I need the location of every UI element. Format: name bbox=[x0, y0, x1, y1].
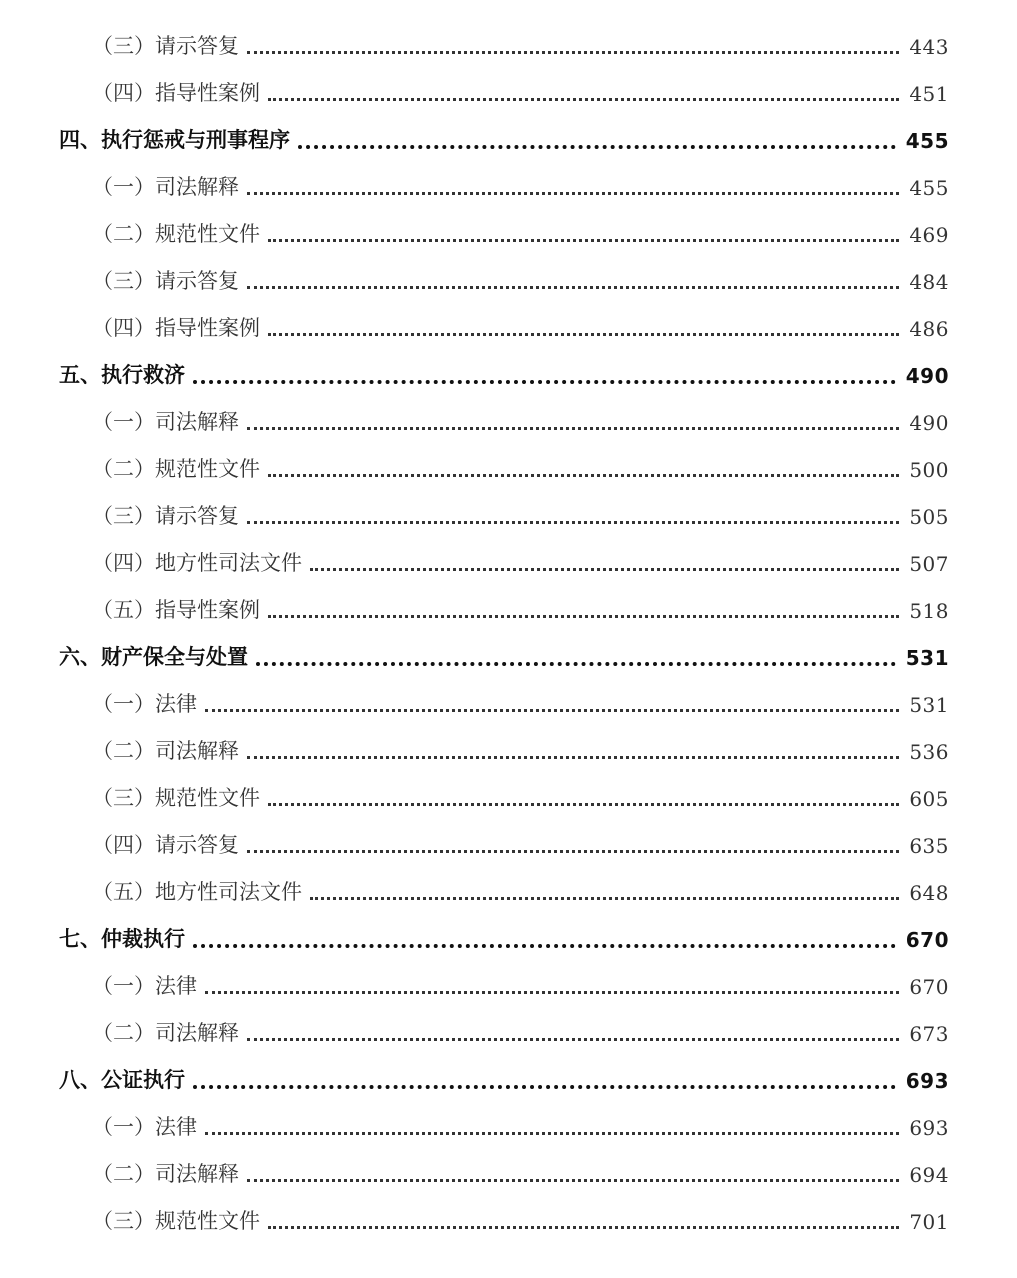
toc-entry[interactable] bbox=[0, 587, 1017, 634]
toc-dot-leader bbox=[256, 662, 896, 666]
toc-entry-title: （三）规范性文件 bbox=[92, 786, 260, 810]
toc-dot-leader bbox=[298, 145, 896, 149]
toc-section-heading[interactable] bbox=[0, 1057, 1017, 1104]
toc-dot-leader bbox=[247, 192, 899, 195]
toc-dot-leader bbox=[247, 521, 899, 524]
toc-page-number: 490 bbox=[909, 410, 949, 435]
toc-page-number: 701 bbox=[909, 1209, 949, 1234]
toc-dot-leader bbox=[268, 615, 899, 618]
toc-page-number: 484 bbox=[909, 269, 949, 294]
toc-entry-title: （四）请示答复 bbox=[92, 833, 239, 857]
toc-dot-leader bbox=[268, 239, 899, 242]
toc-dot-leader bbox=[193, 944, 896, 948]
toc-page-number: 518 bbox=[909, 598, 949, 623]
table-of-contents bbox=[0, 23, 1017, 1245]
toc-entry-title: （二）司法解释 bbox=[92, 1021, 239, 1045]
toc-page-number: 648 bbox=[909, 880, 949, 905]
toc-dot-leader bbox=[247, 427, 899, 430]
toc-page-number: 507 bbox=[909, 551, 949, 576]
toc-dot-leader bbox=[310, 568, 899, 571]
toc-entry[interactable] bbox=[0, 728, 1017, 775]
toc-page-number: 469 bbox=[909, 222, 949, 247]
toc-dot-leader bbox=[247, 756, 899, 759]
toc-page-number: 673 bbox=[909, 1021, 949, 1046]
toc-entry[interactable] bbox=[0, 305, 1017, 352]
toc-entry[interactable] bbox=[0, 1104, 1017, 1151]
toc-dot-leader bbox=[268, 98, 899, 101]
toc-dot-leader bbox=[247, 51, 899, 54]
toc-entry[interactable] bbox=[0, 70, 1017, 117]
toc-dot-leader bbox=[205, 1132, 899, 1135]
toc-entry-title: 五、执行救济 bbox=[59, 363, 185, 387]
toc-entry-title: （一）法律 bbox=[92, 692, 197, 716]
toc-page-number: 451 bbox=[909, 81, 949, 106]
toc-entry-title: （三）规范性文件 bbox=[92, 1209, 260, 1233]
toc-dot-leader bbox=[193, 380, 896, 384]
toc-page-number: 670 bbox=[905, 927, 949, 952]
toc-section-heading[interactable] bbox=[0, 352, 1017, 399]
toc-dot-leader bbox=[205, 991, 899, 994]
toc-dot-leader bbox=[247, 286, 899, 289]
toc-page-number: 694 bbox=[909, 1162, 949, 1187]
toc-entry[interactable] bbox=[0, 540, 1017, 587]
toc-page-number: 531 bbox=[909, 692, 949, 717]
toc-entry-title: 七、仲裁执行 bbox=[59, 927, 185, 951]
toc-entry[interactable] bbox=[0, 446, 1017, 493]
toc-page-number: 443 bbox=[909, 34, 949, 59]
toc-entry-title: （五）指导性案例 bbox=[92, 598, 260, 622]
toc-entry-title: （二）规范性文件 bbox=[92, 222, 260, 246]
toc-entry-title: 四、执行惩戒与刑事程序 bbox=[59, 128, 290, 152]
toc-entry[interactable] bbox=[0, 775, 1017, 822]
toc-page-number: 486 bbox=[909, 316, 949, 341]
toc-dot-leader bbox=[193, 1085, 896, 1089]
toc-entry-title: （一）法律 bbox=[92, 1115, 197, 1139]
toc-section-heading[interactable] bbox=[0, 916, 1017, 963]
toc-entry-title: （五）地方性司法文件 bbox=[92, 880, 302, 904]
toc-entry[interactable] bbox=[0, 681, 1017, 728]
toc-entry-title: （二）规范性文件 bbox=[92, 457, 260, 481]
toc-section-heading[interactable] bbox=[0, 634, 1017, 681]
toc-page-number: 536 bbox=[909, 739, 949, 764]
toc-dot-leader bbox=[205, 709, 899, 712]
toc-entry-title: 八、公证执行 bbox=[59, 1068, 185, 1092]
toc-entry[interactable] bbox=[0, 1151, 1017, 1198]
toc-entry[interactable] bbox=[0, 493, 1017, 540]
toc-entry-title: （三）请示答复 bbox=[92, 34, 239, 58]
toc-entry-title: （四）指导性案例 bbox=[92, 81, 260, 105]
toc-entry[interactable] bbox=[0, 399, 1017, 446]
toc-entry[interactable] bbox=[0, 211, 1017, 258]
toc-entry-title: （四）指导性案例 bbox=[92, 316, 260, 340]
toc-page-number: 693 bbox=[909, 1115, 949, 1140]
toc-entry-title: （一）法律 bbox=[92, 974, 197, 998]
toc-dot-leader bbox=[268, 1226, 899, 1229]
toc-dot-leader bbox=[268, 803, 899, 806]
toc-entry[interactable] bbox=[0, 1198, 1017, 1245]
toc-dot-leader bbox=[268, 474, 899, 477]
toc-page-number: 455 bbox=[905, 128, 949, 153]
toc-entry[interactable] bbox=[0, 822, 1017, 869]
toc-entry[interactable] bbox=[0, 963, 1017, 1010]
toc-dot-leader bbox=[268, 333, 899, 336]
toc-entry-title: （一）司法解释 bbox=[92, 410, 239, 434]
toc-page-number: 500 bbox=[909, 457, 949, 482]
toc-entry-title: （三）请示答复 bbox=[92, 269, 239, 293]
toc-dot-leader bbox=[247, 1038, 899, 1041]
toc-entry-title: （二）司法解释 bbox=[92, 1162, 239, 1186]
toc-page-number: 505 bbox=[909, 504, 949, 529]
toc-page-number: 693 bbox=[905, 1068, 949, 1093]
toc-entry-title: （一）司法解释 bbox=[92, 175, 239, 199]
toc-entry[interactable] bbox=[0, 869, 1017, 916]
toc-section-heading[interactable] bbox=[0, 117, 1017, 164]
toc-entry[interactable] bbox=[0, 23, 1017, 70]
toc-dot-leader bbox=[247, 1179, 899, 1182]
toc-dot-leader bbox=[247, 850, 899, 853]
toc-entry-title: （四）地方性司法文件 bbox=[92, 551, 302, 575]
toc-entry[interactable] bbox=[0, 1010, 1017, 1057]
toc-entry-title: 六、财产保全与处置 bbox=[59, 645, 248, 669]
toc-page-number: 455 bbox=[909, 175, 949, 200]
toc-entry[interactable] bbox=[0, 258, 1017, 305]
toc-entry[interactable] bbox=[0, 164, 1017, 211]
toc-page-number: 605 bbox=[909, 786, 949, 811]
toc-dot-leader bbox=[310, 897, 899, 900]
toc-page-number: 635 bbox=[909, 833, 949, 858]
toc-page-number: 670 bbox=[909, 974, 949, 999]
toc-page-number: 531 bbox=[905, 645, 949, 670]
toc-entry-title: （二）司法解释 bbox=[92, 739, 239, 763]
toc-page-number: 490 bbox=[905, 363, 949, 388]
toc-entry-title: （三）请示答复 bbox=[92, 504, 239, 528]
